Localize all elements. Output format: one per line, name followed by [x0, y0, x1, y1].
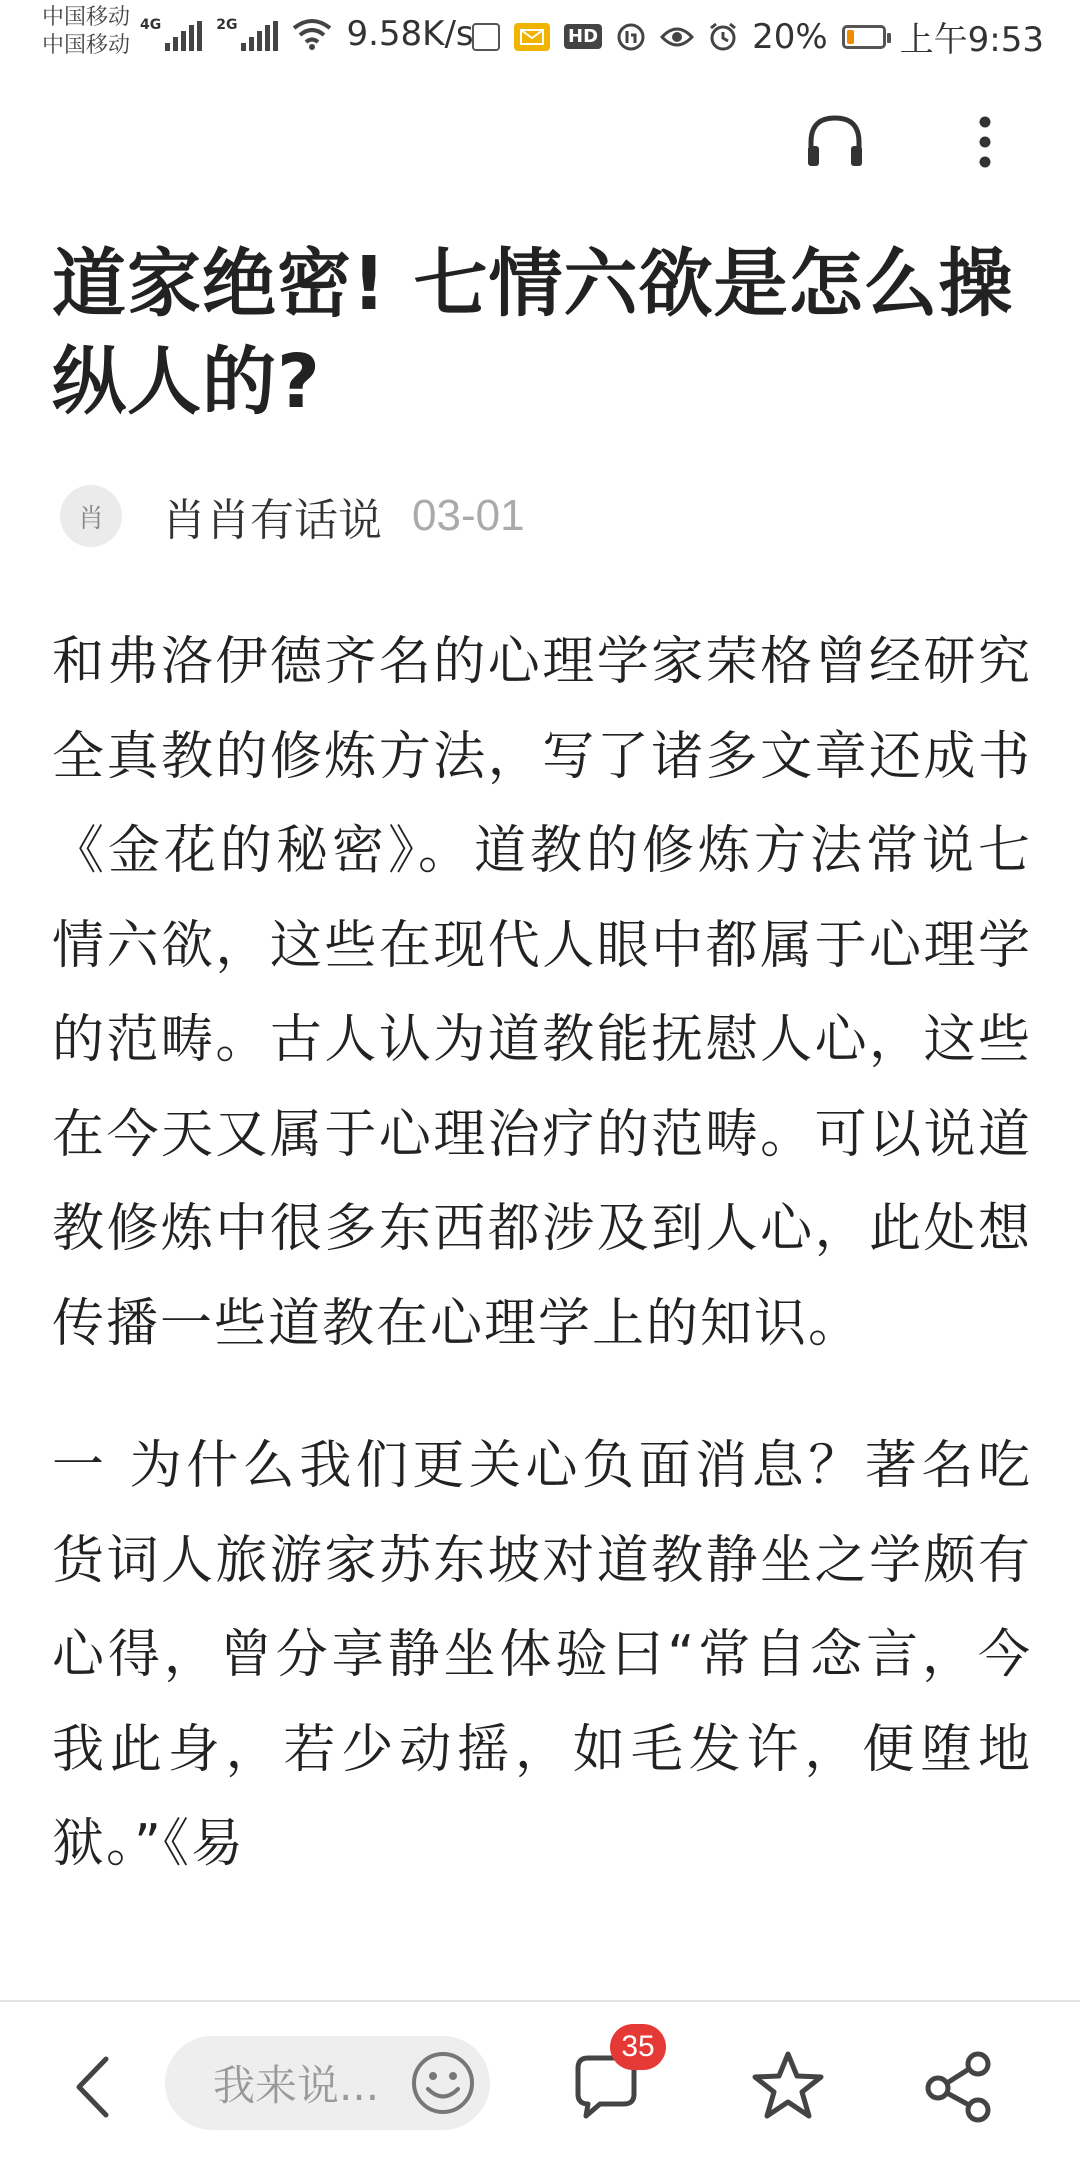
carrier-1: 中国移动: [42, 5, 131, 30]
avatar[interactable]: 肖: [60, 485, 122, 547]
battery-fill: [847, 30, 854, 44]
top-action-bar: [0, 72, 1080, 202]
signal-bars-icon: [241, 21, 278, 51]
smiley-icon[interactable]: [410, 2050, 476, 2116]
star-icon: [748, 2046, 828, 2126]
back-button[interactable]: [62, 2047, 122, 2127]
listen-button[interactable]: [795, 102, 875, 182]
comment-placeholder: 我来说...: [213, 2061, 380, 2110]
more-vertical-icon: [978, 115, 992, 169]
battery-percent: 20%: [752, 16, 828, 57]
mail-icon: [514, 23, 550, 51]
hd-icon: HD: [564, 24, 602, 49]
headphone-icon: [805, 114, 865, 170]
more-button[interactable]: [955, 102, 1015, 182]
clock: 上午9:53: [899, 20, 1044, 60]
favorite-button[interactable]: [748, 2046, 828, 2126]
status-right-icons: [472, 12, 1044, 61]
status-bar: [0, 0, 1080, 72]
author-name[interactable]: 肖肖有话说: [162, 495, 382, 546]
article-title: 道家绝密! 七情六欲是怎么操纵人的?: [52, 241, 1014, 425]
signal-bars-icon: [165, 21, 202, 51]
data-saver-icon: [616, 22, 646, 52]
share-button[interactable]: [920, 2046, 1000, 2126]
eye-icon: [660, 25, 694, 49]
article-paragraph: 和弗洛伊德齐名的心理学家荣格曾经研究全真教的修炼方法，写了诸多文章还成书《金花的秘密》。道教的修炼方法常说七情六欲，这些在现代人眼中都属于心理学的范畴。古人认为道教能抚慰人心，这些在今天又属于心理治疗的范畴。可以说道教修炼中很多东西都涉及到人心，此处想传播一些道教在心理学上的知识。: [52, 632, 1032, 1354]
carrier-names: [42, 4, 130, 60]
bottom-action-bar: [0, 2000, 1080, 2162]
comment-input[interactable]: [165, 2036, 490, 2130]
comment-count-badge: 35: [610, 2024, 666, 2070]
article-paragraph: 一 为什么我们更关心负面消息？著名吃货词人旅游家苏东坡对道教静坐之学颇有心得，曾分享静坐体验曰“常自念言，今我此身，若少动摇，如毛发许，便堕地狱。”《易: [52, 1436, 1032, 1874]
news-app-icon: [472, 23, 500, 51]
alarm-icon: [708, 22, 738, 52]
carrier-2: 中国移动: [42, 33, 131, 58]
back-arrow-icon: [74, 2056, 110, 2118]
wifi-icon: [292, 18, 332, 50]
post-date: 03-01: [412, 491, 525, 540]
net-speed: 9.58K/s: [346, 14, 474, 54]
share-icon: [920, 2046, 1000, 2126]
article-body: [52, 615, 1032, 1892]
status-left-icons: [140, 14, 474, 54]
signal-2: [216, 17, 278, 51]
battery-icon: [842, 25, 886, 49]
signal-2-tag: 2G: [216, 17, 238, 33]
signal-1-tag: 4G: [140, 17, 162, 33]
author-row: [60, 485, 525, 547]
signal-1: [140, 17, 202, 51]
